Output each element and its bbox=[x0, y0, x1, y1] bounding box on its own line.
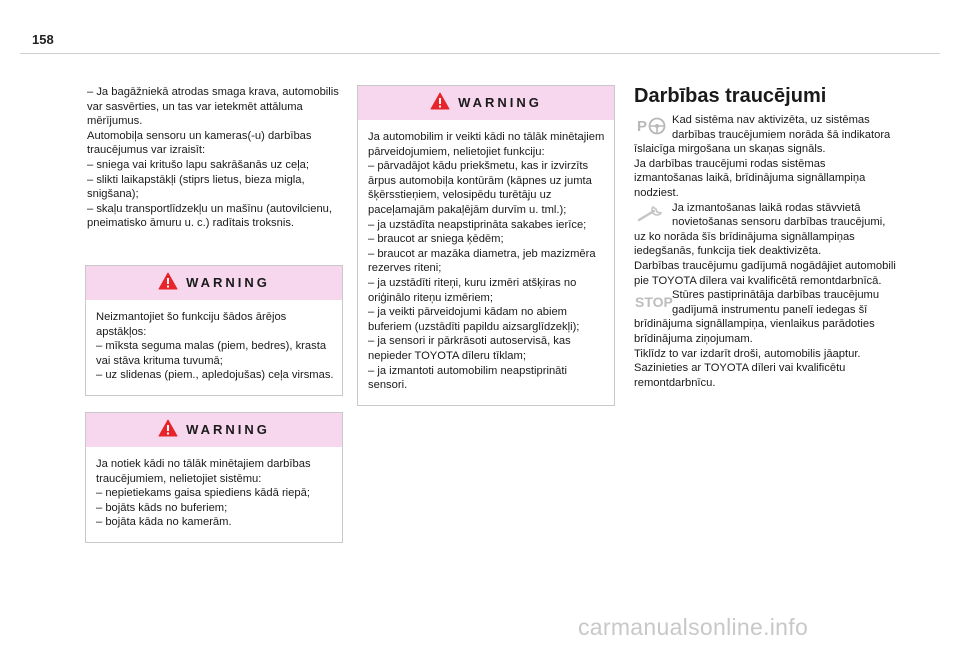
intro-text: – Ja bagāžniekā atrodas smaga krava, automobilis var sasvērties, un tas var ietekmēt attāluma mērījumus. Automobiļa sensoru un kameras(-u) darbības traucējumus var izraisīt: – sniega vai kritušo lapu sakrāšanās uz ceļa; – slikti laikapstākļi (stiprs lietus, bieza migla, snigšana); – skaļu transportlīdzekļu un mašīnu (autovilcienu, pneimatisko āmuru u. c.) radītais troksnis. bbox=[87, 86, 339, 230]
warning-box-conditions bbox=[85, 265, 343, 396]
warning-header bbox=[86, 266, 342, 300]
wrench-icon bbox=[634, 203, 668, 225]
paragraph-wrench bbox=[634, 201, 896, 289]
warning-body: Ja notiek kādi no tālāk minētajiem darbības traucējumiem, nelietojiet sistēmu: – nepietiekams gaisa spiediens kādā riepā; – bojāts kāds no buferiem; – bojāta kāda no kamerām. bbox=[96, 458, 311, 529]
para-steering-malfunction: Stūres pastiprinātāja darbības traucējumu gadījumā instrumentu panelī iedegas šī brīdinājuma signāllampiņa, vienlaikus parādoties brīdinājuma ziņojumam. Tiklīdz to var izdarīt droši, automobilis jāaptur. Sazinieties ar TOYOTA dīleri vai kvalificētu remontdarbnīcu. bbox=[634, 289, 880, 389]
para-sensor-malfunction: Ja izmantošanas laikā rodas stāvvietā novietošanas sensoru darbības traucējumi, uz ko norāda šīs brīdinājuma signāllampiņas iedegšanās, funkcija tiek deaktivizēta. Darbības traucējumu gadījumā nogādājiet automobili pie TOYOTA dīlera vai kvalificētā remontdarbnīcā. bbox=[634, 201, 896, 287]
warning-title: WARNING bbox=[186, 274, 270, 290]
watermark: carmanualsonline.info bbox=[578, 614, 809, 640]
warning-body: Neizmantojiet šo funkciju šādos ārējos apstākļos: – mīksta seguma malas (piem, bedres), krasta vai stāva krituma tuvumā; – uz slidenas (piem., apledojušas) ceļa virsmas. bbox=[96, 311, 334, 382]
warning-triangle-icon bbox=[430, 92, 450, 115]
warning-triangle-icon bbox=[158, 419, 178, 442]
warning-header bbox=[358, 86, 614, 120]
stop-icon bbox=[634, 290, 673, 312]
section-title: Darbības traucējumi bbox=[634, 85, 827, 107]
warning-box-malfunctions bbox=[85, 412, 343, 543]
svg-text:P: P bbox=[637, 118, 648, 135]
page-number: 158 bbox=[32, 32, 54, 47]
header-divider bbox=[20, 53, 940, 54]
warning-header bbox=[86, 413, 342, 447]
warning-title: WARNING bbox=[458, 94, 542, 110]
paragraph-indicator bbox=[634, 113, 896, 201]
warning-box-modifications bbox=[357, 85, 615, 406]
stop-icon-text: STOP bbox=[635, 294, 673, 311]
paragraph-steering bbox=[634, 288, 896, 390]
warning-triangle-icon bbox=[158, 272, 178, 295]
right-column bbox=[634, 85, 896, 390]
left-column bbox=[87, 85, 343, 529]
para-malfunction-indicator: Kad sistēma nav aktivizēta, uz sistēmas darbības traucējumiem norāda šā indikatora īslaicīga mirgošana un skaņas signāls. Ja darbības traucējumi rodas sistēmas izmantošanas laikā, brīdinājuma signāllampiņa nodziest. bbox=[634, 114, 891, 199]
warning-title: WARNING bbox=[186, 421, 270, 437]
warning-body: Ja automobilim ir veikti kādi no tālāk minētajiem pārveidojumiem, nelietojiet funkciju: – pārvadājot kādu priekšmetu, kas ir izvirzīts ārpus automobiļa kontūrām (kāpnes uz jumta šķērsstieņiem, velosipēdu turētāju uz paceļamajām pakaļējām durvīm u. tml.); – ja uzstādīta neapstiprināta sakabes ierīce; – braucot ar sniega ķēdēm; – braucot ar mazāka diametra, jeb mazizmēra rezerves riteni; – ja uzstādīti riteņi, kuru izmēri atšķiras no oriģinālo riteņu izmēriem; – ja veikti pārveidojumi kādam no abiem buferiem (uzstādīti papildu aizsarglīdzekļi); – ja sensori ir pārkrāsoti autoservisā, kas nepieder TOYOTA dīleru tīklam; – ja izmantoti automobilim neapstiprināti sensori. bbox=[368, 131, 605, 392]
parking-sensor-icon bbox=[634, 115, 668, 137]
